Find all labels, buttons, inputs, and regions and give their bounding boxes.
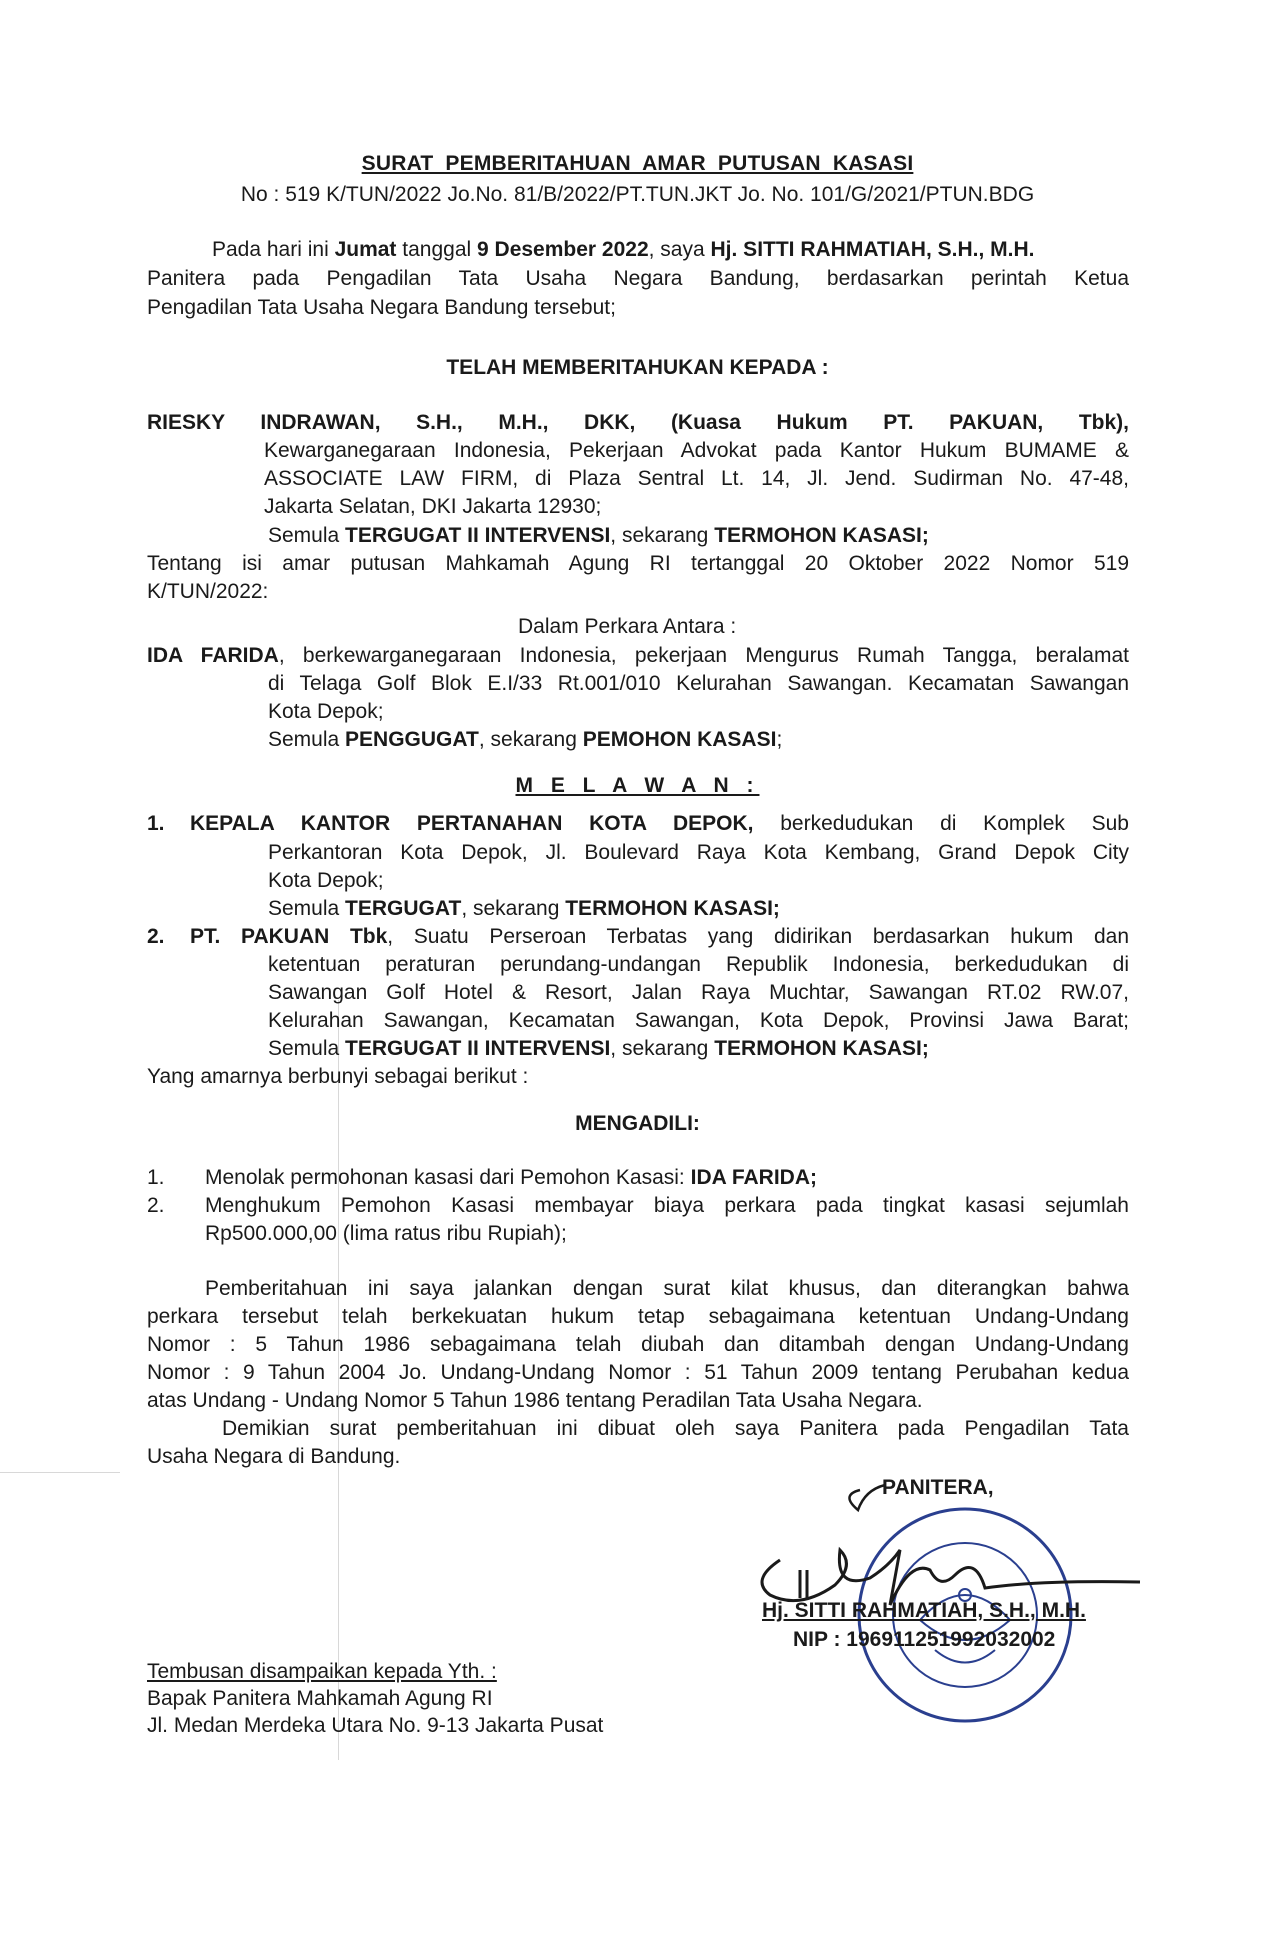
closing-p1-line-3: Nomor : 5 Tahun 1986 sebagaimana telah diubah dan ditambah dengan Undang-Undang — [147, 1333, 1129, 1356]
penggugat-name: IDA FARIDA — [147, 644, 279, 667]
signature-name: Hj. SITTI RAHMATIAH, S.H., M.H. — [762, 1599, 1086, 1622]
recipient-semula: Semula TERGUGAT II INTERVENSI, sekarang TERMOHON KASASI; — [268, 524, 929, 547]
recipient-line-2: Kewarganegaraan Indonesia, Pekerjaan Advokat pada Kantor Hukum BUMAME & — [264, 439, 1129, 462]
melawan-heading: M E L A W A N : — [515, 774, 760, 797]
signature-marks — [800, 1570, 807, 1598]
intro-date: 9 Desember 2022 — [477, 238, 649, 261]
signature-role: PANITERA, — [882, 1476, 994, 1499]
penggugat-line-1: IDA FARIDA, berkewarganegaraan Indonesia, pekerjaan Mengurus Rumah Tangga, beralamat — [147, 644, 1129, 667]
amar-2-line-2: Rp500.000,00 (lima ratus ribu Rupiah); — [205, 1222, 567, 1245]
signature-stroke — [762, 1550, 1140, 1605]
signature-flourish — [849, 1485, 885, 1510]
amar-2-line-1: Menghukum Pemohon Kasasi membayar biaya perkara pada tingkat kasasi sejumlah — [205, 1194, 1129, 1217]
closing-p1-line-1: Pemberitahuan ini saya jalankan dengan surat kilat khusus, dan diterangkan bahwa — [205, 1277, 1129, 1300]
document-number: No : 519 K/TUN/2022 Jo.No. 81/B/2022/PT.TUN.JKT Jo. No. 101/G/2021/PTUN.BDG — [240, 183, 1035, 206]
tergugat-1-semula: Semula TERGUGAT, sekarang TERMOHON KASASI; — [268, 897, 780, 920]
closing-p1-line-5: atas Undang - Undang Nomor 5 Tahun 1986 tentang Peradilan Tata Usaha Negara. — [147, 1389, 923, 1412]
document-title: SURAT PEMBERITAHUAN AMAR PUTUSAN KASASI — [361, 152, 914, 175]
closing-p2-line-1: Demikian surat pemberitahuan ini dibuat oleh saya Panitera pada Pengadilan Tata — [222, 1417, 1129, 1440]
telah-heading: TELAH MEMBERITAHUKAN KEPADA : — [446, 356, 829, 379]
tergugat-2-name: PT. PAKUAN Tbk — [190, 925, 388, 948]
tentang-line-1: Tentang isi amar putusan Mahkamah Agung RI tertanggal 20 Oktober 2022 Nomor 519 — [147, 552, 1129, 575]
tergugat-2-line-2: ketentuan peraturan perundang-undangan Republik Indonesia, berkedudukan di — [268, 953, 1129, 976]
intro-line-3: Pengadilan Tata Usaha Negara Bandung tersebut; — [147, 296, 616, 319]
tentang-line-2: K/TUN/2022: — [147, 580, 269, 603]
penggugat-semula: Semula PENGGUGAT, sekarang PEMOHON KASASI; — [268, 728, 783, 751]
mengadili-heading: MENGADILI: — [575, 1112, 700, 1135]
amar-1-number: 1. — [147, 1166, 165, 1189]
closing-p2-line-2: Usaha Negara di Bandung. — [147, 1445, 401, 1468]
tembusan-line-2: Jl. Medan Merdeka Utara No. 9-13 Jakarta Pusat — [147, 1714, 604, 1737]
tembusan-title: Tembusan disampaikan kepada Yth. : — [147, 1660, 497, 1683]
tergugat-1-number: 1. — [147, 812, 165, 835]
recipient-name: RIESKY INDRAWAN, S.H., M.H., DKK, (Kuasa Hukum PT. PAKUAN, Tbk), — [147, 411, 1129, 434]
recipient-line-4: Jakarta Selatan, DKI Jakarta 12930; — [264, 495, 602, 518]
closing-p1-line-4: Nomor : 9 Tahun 2004 Jo. Undang-Undang Nomor : 51 Tahun 2009 tentang Perubahan kedua — [147, 1361, 1129, 1384]
intro-day: Jumat — [334, 238, 397, 261]
tergugat-1-name: KEPALA KANTOR PERTANAHAN KOTA DEPOK, — [190, 812, 754, 835]
penggugat-line-2: di Telaga Golf Blok E.I/33 Rt.001/010 Kelurahan Sawangan. Kecamatan Sawangan — [268, 672, 1129, 695]
recipient-line-3: ASSOCIATE LAW FIRM, di Plaza Sentral Lt. 14, Jl. Jend. Sudirman No. 47-48, — [264, 467, 1129, 490]
tergugat-1-line-1: KEPALA KANTOR PERTANAHAN KOTA DEPOK, berkedudukan di Komplek Sub — [190, 812, 1129, 835]
scan-artifact-horizontal — [0, 1472, 120, 1473]
tergugat-1-line-3: Kota Depok; — [268, 869, 384, 892]
intro-line-1: Pada hari ini Jumat tanggal 9 Desember 2022, saya Hj. SITTI RAHMATIAH, S.H., M.H. — [212, 238, 1035, 261]
amar-1-text: Menolak permohonan kasasi dari Pemohon Kasasi: IDA FARIDA; — [205, 1166, 817, 1189]
tergugat-2-line-3: Sawangan Golf Hotel & Resort, Jalan Raya Muchtar, Sawangan RT.02 RW.07, — [268, 981, 1129, 1004]
tergugat-1-line-2: Perkantoran Kota Depok, Jl. Boulevard Raya Kota Kembang, Grand Depok City — [268, 841, 1129, 864]
penggugat-line-3: Kota Depok; — [268, 700, 384, 723]
tergugat-2-line-1: PT. PAKUAN Tbk, Suatu Perseroan Terbatas yang didirikan berdasarkan hukum dan — [190, 925, 1129, 948]
closing-p1-line-2: perkara tersebut telah berkekuatan hukum tetap sebagaimana ketentuan Undang-Undang — [147, 1305, 1129, 1328]
tergugat-2-semula: Semula TERGUGAT II INTERVENSI, sekarang TERMOHON KASASI; — [268, 1037, 929, 1060]
tergugat-2-number: 2. — [147, 925, 165, 948]
perkara-heading: Dalam Perkara Antara : — [518, 615, 737, 638]
amar-intro: Yang amarnya berbunyi sebagai berikut : — [147, 1065, 529, 1088]
tembusan-line-1: Bapak Panitera Mahkamah Agung RI — [147, 1687, 493, 1710]
tergugat-2-line-4: Kelurahan Sawangan, Kecamatan Sawangan, Kota Depok, Provinsi Jawa Barat; — [268, 1009, 1129, 1032]
intro-name: Hj. SITTI RAHMATIAH, S.H., M.H. — [710, 238, 1035, 261]
signature-nip: NIP : 196911251992032002 — [793, 1628, 1056, 1651]
amar-2-number: 2. — [147, 1194, 165, 1217]
intro-line-2: Panitera pada Pengadilan Tata Usaha Negara Bandung, berdasarkan perintah Ketua — [147, 267, 1129, 290]
